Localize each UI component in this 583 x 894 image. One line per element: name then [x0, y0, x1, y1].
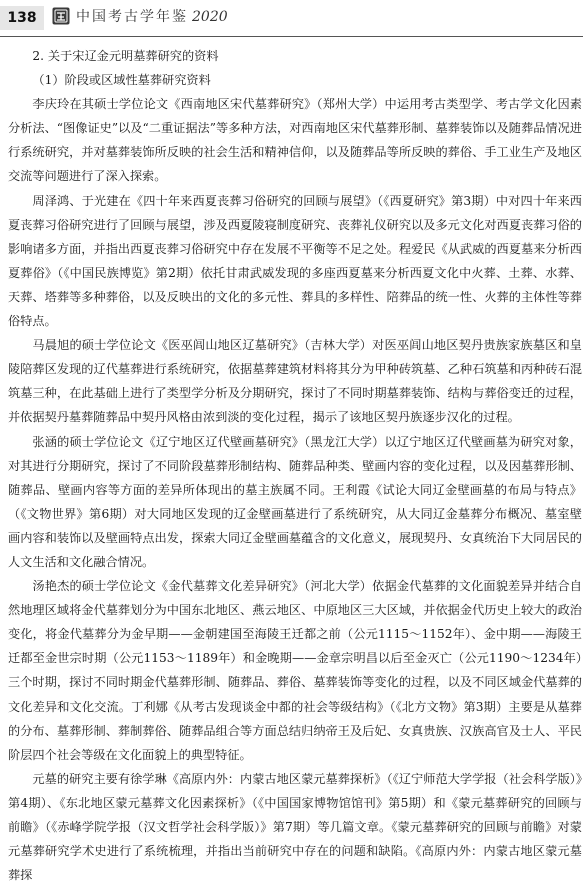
paragraph: 马晨旭的硕士学位论文《医巫闾山地区辽墓研究》（吉林大学）对医巫闾山地区契丹贵族家族墓区和皇陵陪葬区发现的辽代墓葬进行系统研究，依据墓葬建筑材料将其分为甲种砖筑墓、乙种石筑墓和丙种砖石混筑墓三种，在此基础上进行了类型学分析及分期研究，探讨了不同时期墓葬装饰、结构与葬俗变迁的过程，并依据契丹墓葬随葬品中契丹风格由浓到淡的变化过程，揭示了该地区契丹族逐步汉化的过程。 [8, 338, 582, 425]
journal-year: 2020 [192, 9, 228, 25]
paragraph: 周泽鸿、于光建在《四十年来西夏丧葬习俗研究的回顾与展望》（《西夏研究》第3期）中对四十年来西夏丧葬习俗研究进行了回顾与展望，涉及西夏陵寝制度研究、丧葬礼仪研究以及多元文化对西夏丧葬习俗的影响诸多方面，并指出西夏丧葬习俗研究中存在发展不平衡等不足之处。程爱民《从武威的西夏墓来分析西夏葬俗》（《中国民族博览》第2期）依托甘肃武威发现的多座西夏墓来分析西夏文化中火葬、土葬、水葬、天葬、塔葬等多种葬俗，以及反映出的文化的多元性、葬具的多样性、陪葬品的统一性、火葬的主体性等葬俗特点。 [8, 193, 582, 329]
paragraph: 元墓的研究主要有徐学琳《高原内外：内蒙古地区蒙元墓葬探析》（《辽宁师范大学学报（社会科学版）》第4期）、《东北地区蒙元墓葬文化因素探析》（《中国国家博物馆馆刊》第5期）和《蒙元墓葬研究的回顾与前瞻》（《赤峰学院学报（汉文哲学社会科学版）》第7期）等几篇文章。《蒙元墓葬研究的回顾与前瞻》对蒙元墓葬研究学术史进行了系统梳理，并指出当前研究中存在的问题和缺陷。《高原内外：内蒙古地区蒙元墓葬探 [8, 771, 582, 883]
subsection-heading: （1）阶段或区域性墓葬研究资料 [32, 73, 211, 88]
page-header [0, 0, 583, 46]
header-divider [0, 36, 583, 37]
article-body [8, 44, 582, 887]
page-number: 138 [0, 6, 44, 30]
paragraph: 李庆玲在其硕士学位论文《西南地区宋代墓葬研究》（郑州大学）中运用考古类型学、考古学文化因素分析法、“图像证史”以及“二重证据法”等多种方法，对西南地区宋代墓葬形制、墓葬装饰以及随葬品情况进行系统研究，并对墓葬装饰所反映的社会生活和精神信仰，以及随葬品等所反映的葬俗、手工业生产及地区交流等问题进行了深入探索。 [8, 97, 582, 184]
paragraph: 汤艳杰的硕士学位论文《金代墓葬文化差异研究》（河北大学）依据金代墓葬的文化面貌差异并结合自然地理区域将金代墓葬划分为中国东北地区、燕云地区、中原地区三大区域，并依据金代历史上较大的政治变化，将金代墓葬分为金早期——金朝建国至海陵王迁都之前（公元1115～1152年）、金中期——海陵王迁都至金世宗时期（公元1153～1189年）和金晚期——金章宗明昌以后至金灭亡（公元1190～1234年）三个时期，探讨不同时期金代墓葬形制、随葬品、葬俗、墓葬装饰等变化的过程，以及不同区域金代墓葬的文化差异和文化交流。丁利娜《从考古发现谈金中都的社会等级结构》（《北方文物》第3期）主要是从墓葬的分布、墓葬形制、葬制葬俗、随葬品组合等方面总结归纳帝王及后妃、女真贵族、汉族高官及士人、平民阶层四个社会等级在文化面貌上的典型特征。 [8, 579, 582, 762]
yearbook-logo-icon [52, 7, 70, 25]
paragraph: 张涵的硕士学位论文《辽宁地区辽代壁画墓研究》（黑龙江大学）以辽宁地区辽代壁画墓为研究对象，对其进行分期研究，探讨了不同阶段墓葬形制结构、随葬品种类、壁画内容的变化过程，以及因墓葬形制、随葬品、壁画内容等方面的差异所体现出的墓主族属不同。王利霞《试论大同辽金壁画墓的布局与特点》（《文物世界》第6期）对大同地区发现的辽金壁画墓进行了系统研究，从大同辽金墓葬分布概况、墓室壁画内容和装饰以及壁画特点出发，探索大同辽金壁画墓蕴含的文化意义，展现契丹、女真统治下大同居民的人文生活和文化融合情况。 [8, 434, 582, 569]
journal-title: 中国考古学年鉴 [76, 9, 188, 25]
section-heading: 2. 关于宋辽金元明墓葬研究的资料 [32, 49, 219, 63]
